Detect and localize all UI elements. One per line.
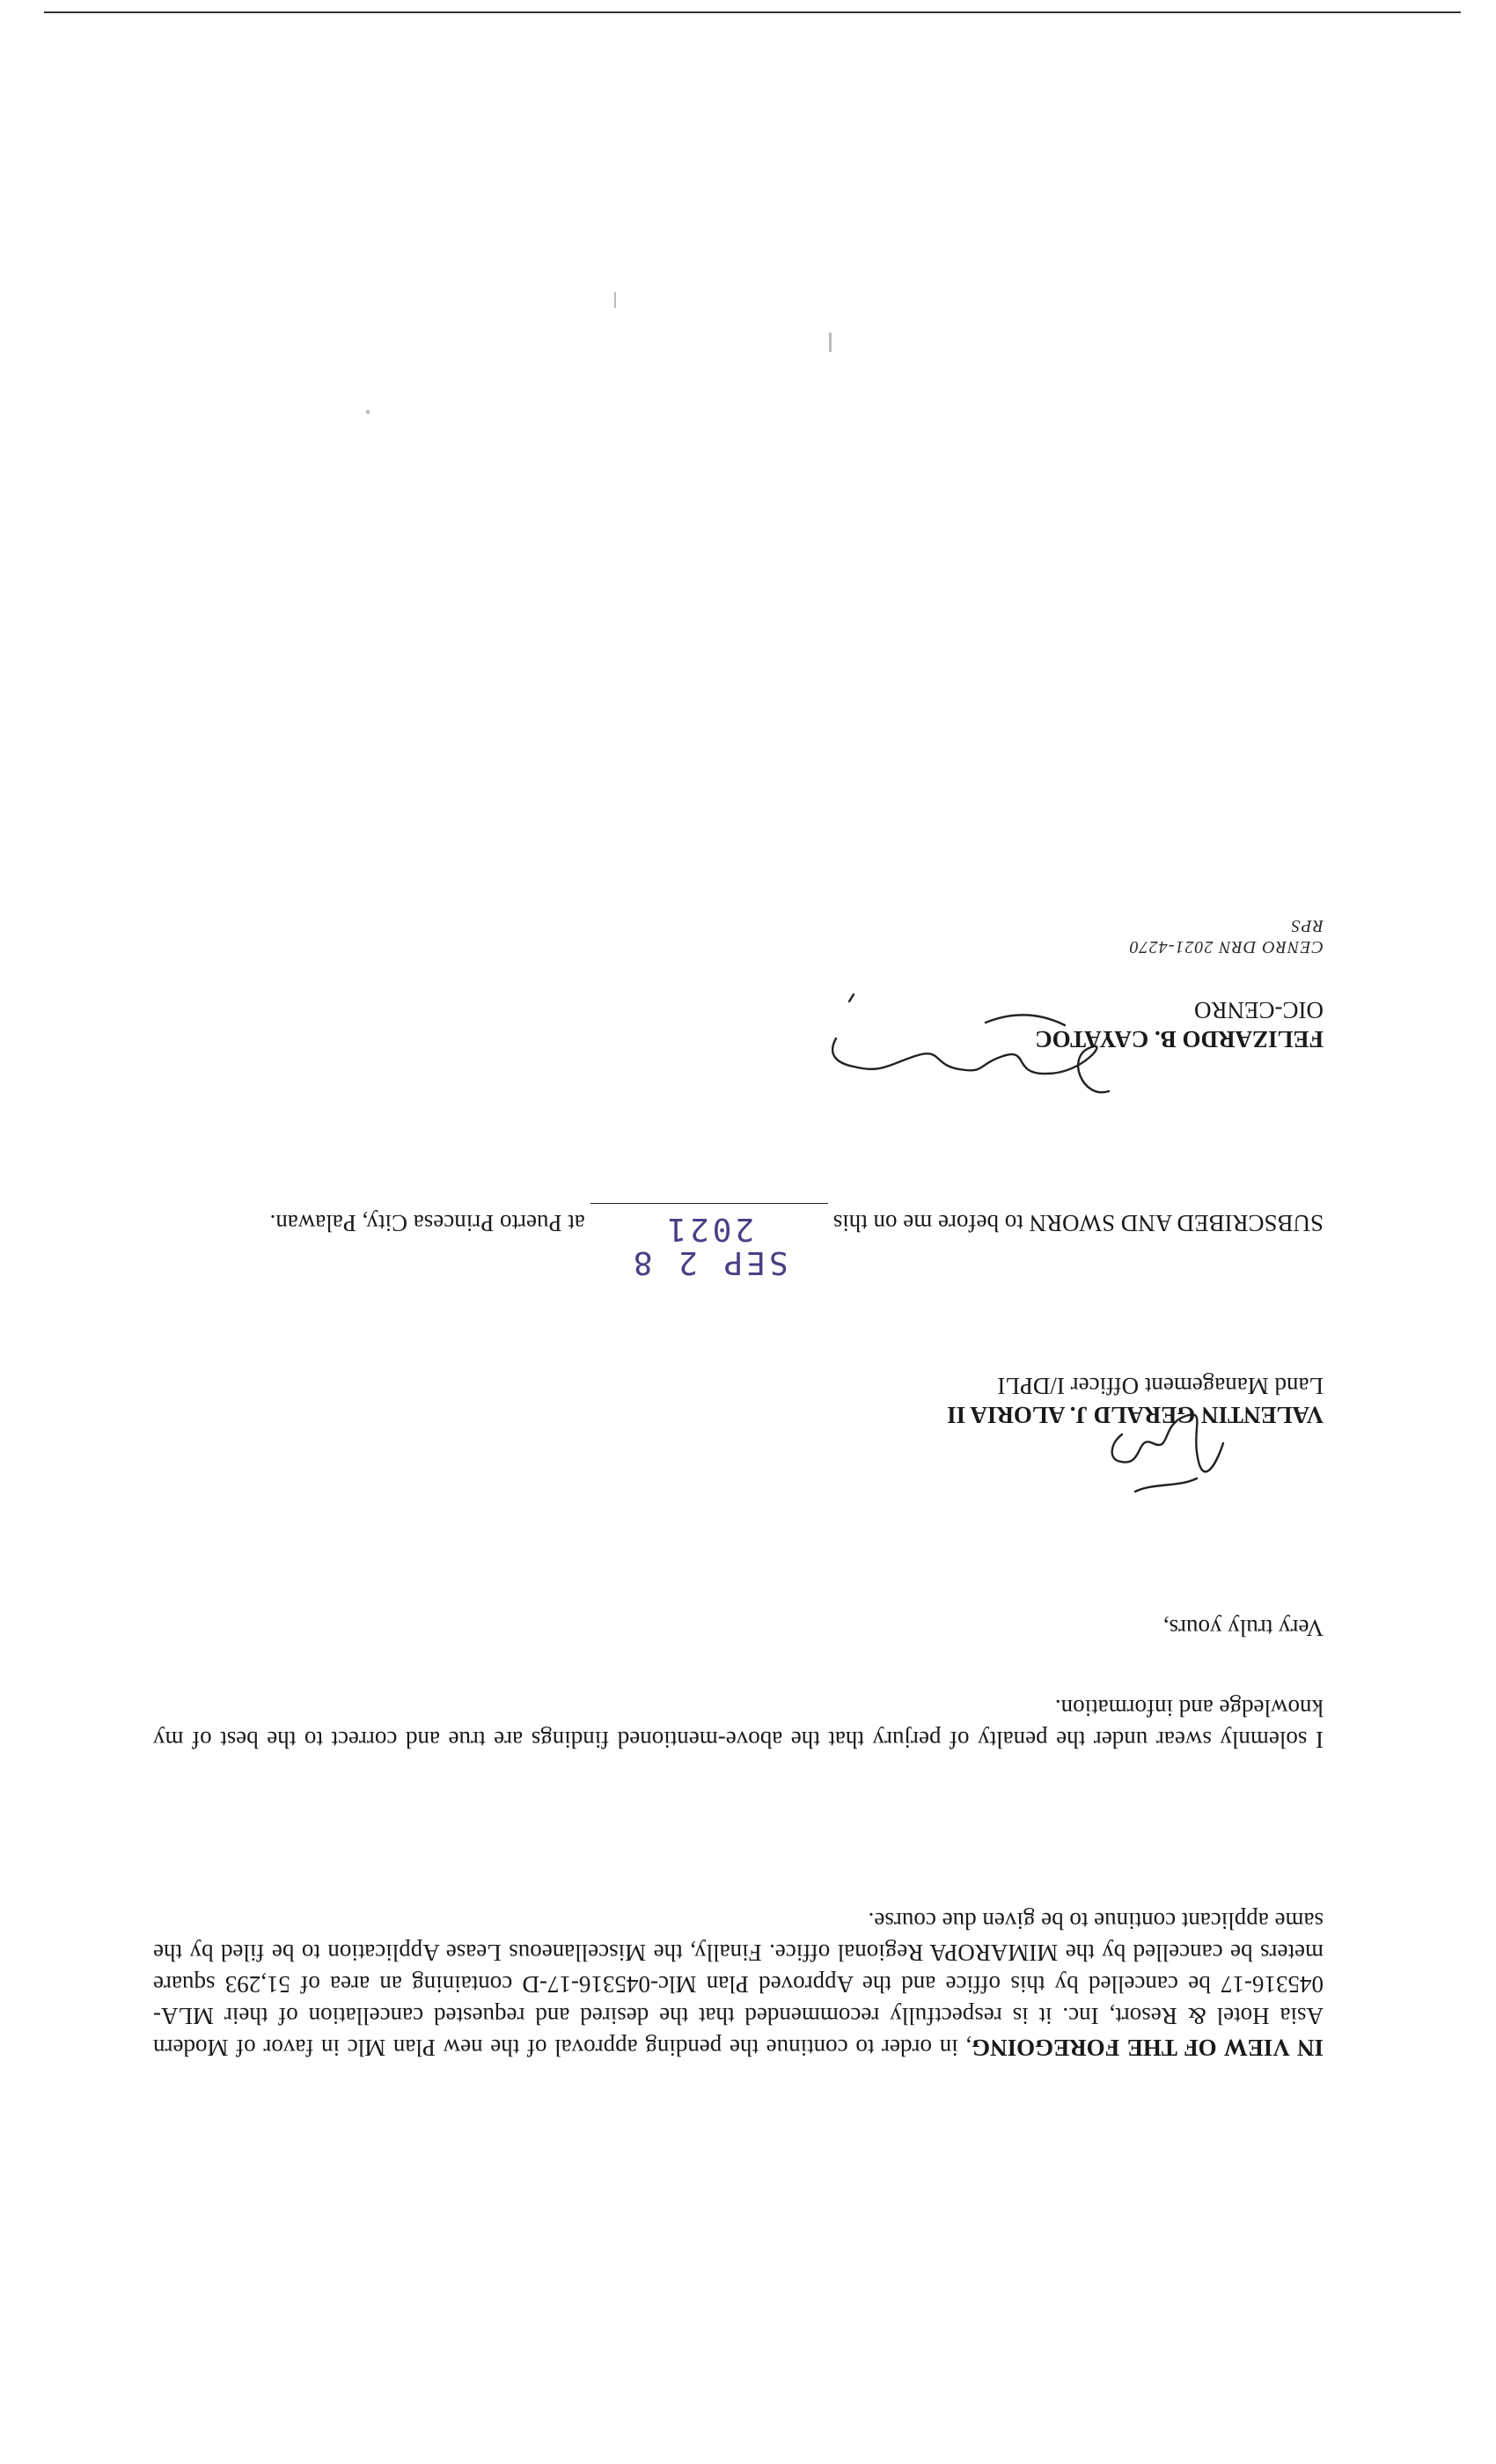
reference-code xyxy=(1129,915,1324,957)
complimentary-close: Very truly yours, xyxy=(1162,1615,1324,1641)
jurat-paragraph xyxy=(153,1206,1324,1280)
jurat-text-before: SUBSCRIBED AND SWORN to before me on this xyxy=(832,1210,1324,1236)
recommendation-lead: IN VIEW OF THE FOREGOING xyxy=(972,2035,1324,2061)
oath-paragraph: I solemnly swear under the penalty of perjury that the above-mentioned findings are true and correct to the best of my knowledge and information. xyxy=(153,1695,1324,1753)
officer-signature-block xyxy=(947,1371,1324,1429)
scan-speck xyxy=(366,410,370,414)
cenro-title: OIC-CENRO xyxy=(1194,997,1324,1023)
cenro-name: FELIZARDO B. CAYATOC xyxy=(1035,1026,1324,1052)
reference-initials: RPS xyxy=(1290,916,1324,935)
date-stamp: SEP 2 8 2021 xyxy=(629,1211,788,1280)
recommendation-paragraph xyxy=(153,1905,1324,2064)
scan-speck xyxy=(614,292,616,308)
scan-speck xyxy=(829,333,832,352)
jurat-text-after: at Puerto Princesa City, Palawan. xyxy=(269,1210,585,1236)
jurat-date-field xyxy=(590,1203,828,1280)
officer-name: VALENTIN GERALD J. ALORIA II xyxy=(947,1402,1324,1428)
recommendation-body: , in order to continue the pending approval of the new Plan Mlc in favor of Modern Asia Hotel & Resort, Inc. it is respectfully recommended that the desired and requested cancellation of their MLA-045316-17 be cancelled by this office and the Approved Plan Mlc-045316-17-D containing an area of 51,293 square meters be cancelled by the MIMAROPA Regional office. Finally, the Miscellaneous Lease Application to be filed by the same applicant continue to be given due course. xyxy=(153,1908,1324,2061)
cenro-signature-block xyxy=(1035,995,1324,1053)
scan-edge-line xyxy=(44,11,1461,13)
reference-number: CENRO DRN 2021-4270 xyxy=(1128,937,1324,957)
officer-title: Land Management Officer I/DPLI xyxy=(997,1373,1324,1399)
